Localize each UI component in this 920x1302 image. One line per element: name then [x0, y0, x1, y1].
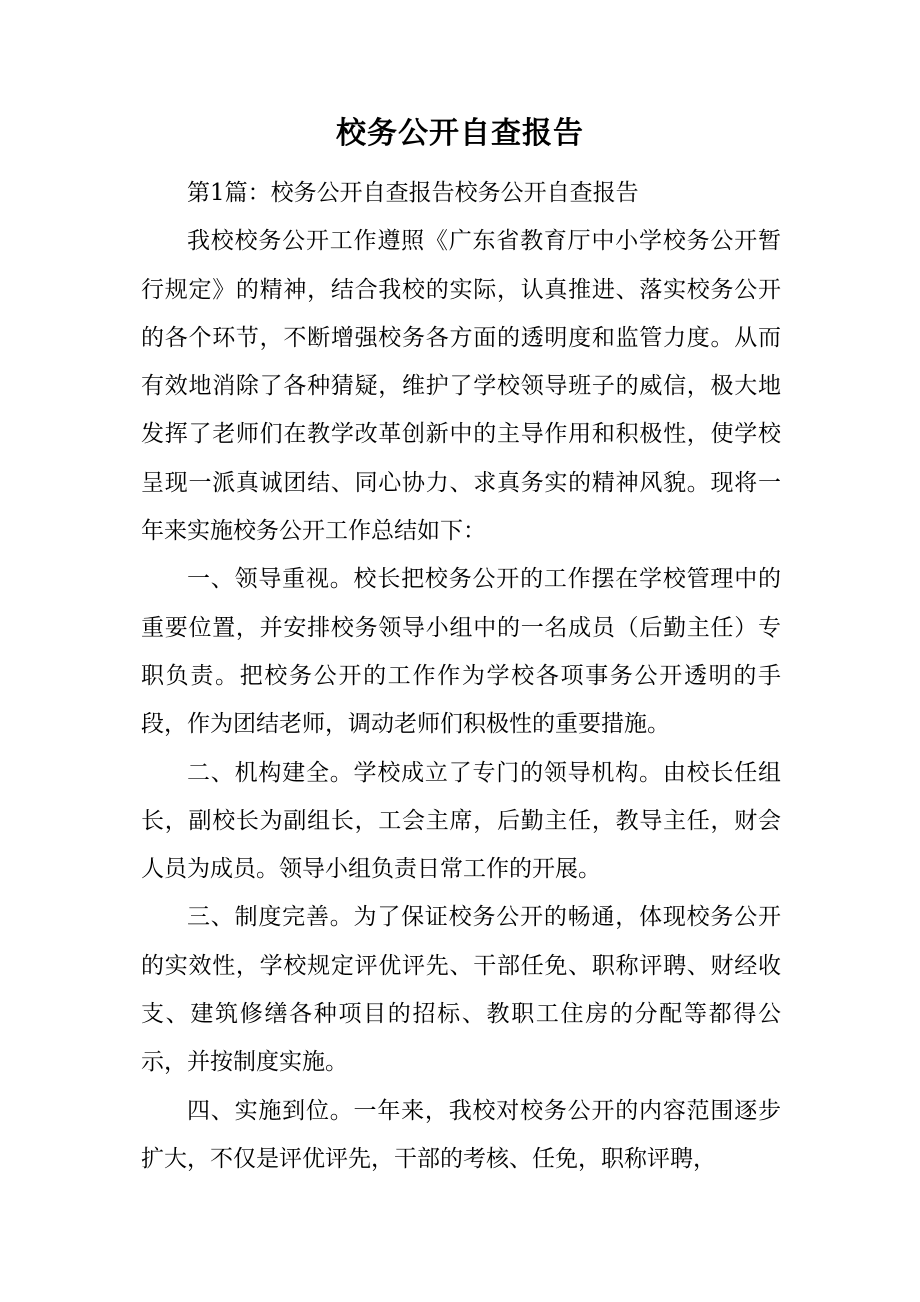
document-body — [141, 169, 781, 1183]
paragraph-system: 三、制度完善。为了保证校务公开的畅通，体现校务公开的实效性，学校规定评优评先、干部任免、职称评聘、财经收支、建筑修缮各种项目的招标、教职工住房的分配等都得公示，并按制度实施。 — [141, 904, 781, 1076]
paragraph-intro: 我校校务公开工作遵照《广东省教育厅中小学校务公开暂行规定》的精神，结合我校的实际，认真推进、落实校务公开的各个环节，不断增强校务各方面的透明度和监管力度。从而有效地消除了各种猜疑，维护了学校领导班子的威信，极大地发挥了老师们在教学改革创新中的主导作用和积极性，使学校呈现一派真诚团结、同心协力、求真务实的精神风貌。现将一年来实施校务公开工作总结如下： — [141, 228, 781, 545]
paragraph-chapter-heading: 第1篇：校务公开自查报告校务公开自查报告 — [187, 180, 639, 206]
paragraph-leadership: 一、领导重视。校长把校务公开的工作摆在学校管理中的重要位置，并安排校务领导小组中的一名成员（后勤主任）专职负责。把校务公开的工作作为学校各项事务公开透明的手段，作为团结老师，调动老师们积极性的重要措施。 — [141, 566, 781, 738]
document-title: 校务公开自查报告 — [336, 116, 584, 151]
paragraph-implementation: 四、实施到位。一年来，我校对校务公开的内容范围逐步扩大，不仅是评优评先，干部的考核、任免，职称评聘， — [141, 1097, 781, 1172]
paragraph-organization: 二、机构建全。学校成立了专门的领导机构。由校长任组长，副校长为副组长，工会主席，后勤主任，教导主任，财会人员为成员。领导小组负责日常工作的开展。 — [141, 759, 781, 883]
